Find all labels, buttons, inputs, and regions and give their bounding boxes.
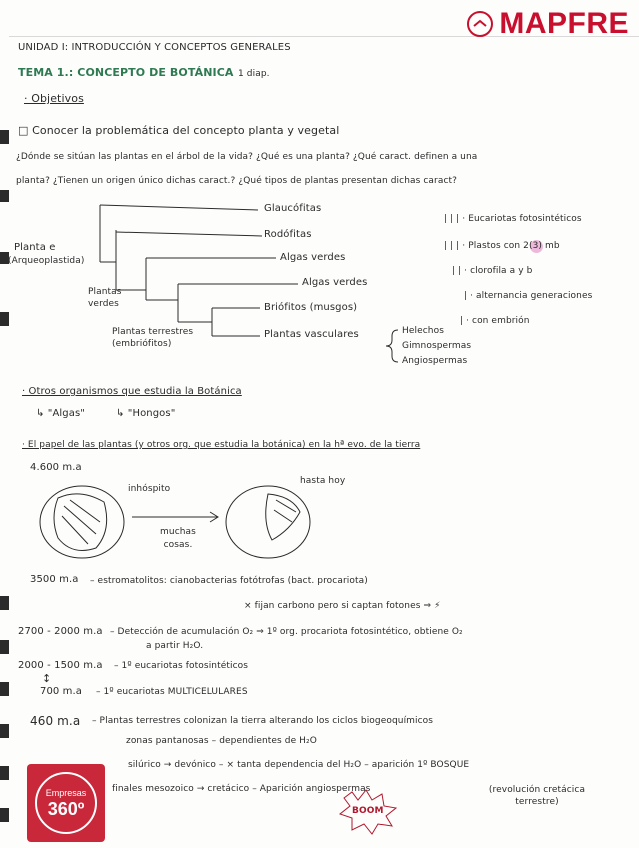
trait-item: | | · clorofila a y b: [452, 266, 533, 276]
tree-leaf: Algas verdes: [302, 277, 368, 288]
topic-note: 1 diap.: [238, 69, 270, 79]
timeline-text: × fijan carbono pero si captan fotones ⇒ ⚡: [244, 601, 441, 611]
trait-item: | · alternancia generaciones: [464, 291, 593, 301]
tree-green-plants: Plantas verdes: [88, 287, 122, 309]
timeline-time: 3500 m.a: [30, 574, 79, 585]
tree-root-label: Planta e: [14, 242, 56, 253]
timeline-text: – estromatolitos: cianobacterias fotótrofas (bact. procariota): [90, 576, 368, 586]
updown-arrow-icon: ↕: [42, 672, 52, 685]
timeline-time: 2000 - 1500 m.a: [18, 660, 103, 671]
objectives-heading: · Objetivos: [24, 92, 84, 105]
hasta-hoy-label: hasta hoy: [300, 476, 346, 486]
timeline-time: 700 m.a: [40, 686, 83, 697]
unit-title: UNIDAD I: INTRODUCCIÓN Y CONCEPTOS GENERALES: [18, 42, 291, 53]
timeline-text: – 1º eucariotas MULTICELULARES: [96, 687, 248, 697]
other-organism-item: ↳ "Algas": [36, 408, 85, 419]
topic-title: TEMA 1.: CONCEPTO DE BOTÁNICA: [18, 66, 234, 79]
badge-title: Empresas: [45, 788, 87, 798]
objectives-line-1: □ Conocer la problemática del concepto planta y vegetal: [18, 124, 340, 137]
timeline-text: silúrico → devónico – × tanta dependencia del H₂O – aparición 1º BOSQUE: [128, 760, 470, 770]
inhospito-label: inhóspito: [128, 484, 171, 494]
era-label: 4.600 m.a: [30, 462, 82, 473]
arrow-caption: muchas cosas.: [160, 527, 196, 550]
trait-item: | · con embrión: [460, 316, 530, 326]
vascular-group: Gimnospermas: [402, 341, 472, 351]
timeline-text: zonas pantanosas – dependientes de H₂O: [126, 736, 317, 746]
timeline-text: finales mesozoico → cretácico – Aparición angiospermas: [112, 784, 371, 794]
tree-leaf: Rodófitas: [264, 229, 312, 240]
objectives-line-3: planta? ¿Tienen un origen único dichas caract.? ¿Qué tipos de plantas presentan dichas caract?: [16, 176, 458, 186]
timeline-text: (revolución cretácica terrestre): [488, 785, 586, 807]
role-heading: · El papel de las plantas (y otros org. que estudia la botánica) en la hª evo. de la tierra: [22, 440, 421, 450]
objectives-line-2: ¿Dónde se sitúan las plantas en el árbol de la vida? ¿Qué es una planta? ¿Qué caract. definen a una: [16, 152, 478, 162]
timeline-text: – Detección de acumulación O₂ ⇒ 1º org. procariota fotosintético, obtiene O₂: [110, 627, 463, 637]
empresas-360-badge: [27, 764, 105, 842]
other-organisms-heading: · Otros organismos que estudia la Botánica: [22, 386, 242, 397]
trait-item: | | | · Plastos con 2(3) mb: [444, 241, 560, 251]
timeline-text: – Plantas terrestres colonizan la tierra alterando los ciclos biogeoquímicos: [92, 716, 434, 726]
timeline-text: a partir H₂O.: [146, 641, 204, 651]
timeline-time: 2700 - 2000 m.a: [18, 626, 103, 637]
tree-leaf: Algas verdes: [280, 252, 346, 263]
vascular-group: Angiospermas: [402, 356, 468, 366]
vascular-group: Helechos: [402, 326, 444, 336]
timeline-text: – 1º eucariotas fotosintéticos: [114, 661, 249, 671]
boom-label: BOOM: [352, 806, 384, 816]
brand-name: MAPFRE: [499, 7, 629, 40]
tree-leaf: Glaucófitas: [264, 203, 322, 214]
tree-leaf: Plantas vasculares: [264, 329, 359, 340]
tree-terrestrial: Plantas terrestres (embriófitos): [112, 327, 194, 349]
timeline-time: 460 m.a: [30, 714, 81, 728]
trait-item: | | | · Eucariotas fotosintéticos: [444, 214, 582, 224]
tree-root-sub: (Arqueoplastida): [8, 256, 85, 266]
badge-number: 360º: [47, 799, 85, 819]
other-organism-item: ↳ "Hongos": [116, 408, 176, 419]
tree-leaf: Briófitos (musgos): [264, 302, 358, 313]
